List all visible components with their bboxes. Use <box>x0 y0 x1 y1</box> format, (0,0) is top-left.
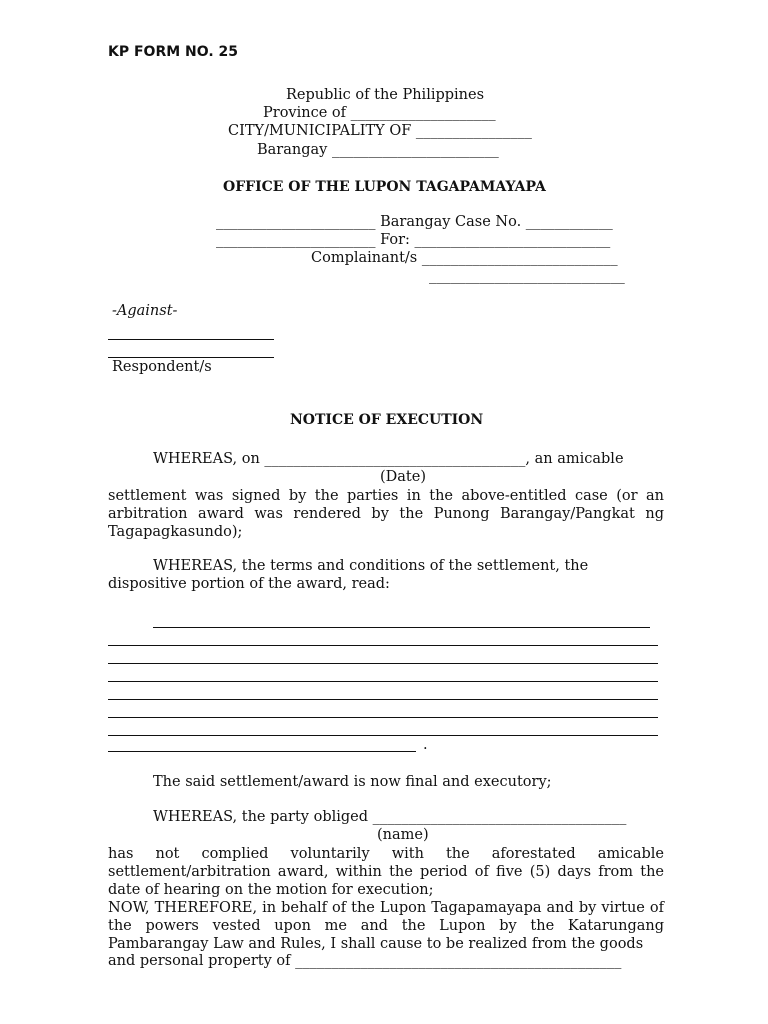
header-barangay: Barangay _______________________ <box>257 142 499 158</box>
complainant-line: Complainant/s ___________________________ <box>311 250 618 266</box>
para1-line: WHEREAS, on ____________________________________, an amicable <box>153 451 624 467</box>
para4-rest: has not complied voluntarily with the aforestated amicable settlement/arbitration award, within the period of five (5) days from the date of hearing on the motion for execution; <box>108 846 664 898</box>
para4-line: WHEREAS, the party obliged ___________________________________ <box>153 809 627 825</box>
respondent-blank-1 <box>108 339 274 340</box>
award-blank-8 <box>108 751 416 752</box>
complainant-blank-line: ___________________________ <box>429 268 625 284</box>
respondent-blank-2 <box>108 357 274 358</box>
para2-line2: dispositive portion of the award, read: <box>108 576 390 592</box>
header-province: Province of ____________________ <box>263 105 496 121</box>
case-for-line: ______________________ For: ___________________________ <box>216 232 611 248</box>
award-blank-7 <box>108 735 658 736</box>
office-title: OFFICE OF THE LUPON TAGAPAMAYAPA <box>223 179 546 195</box>
award-blank-5 <box>108 699 658 700</box>
award-blank-2 <box>108 645 658 646</box>
header-republic: Republic of the Philippines <box>286 87 485 103</box>
award-blank-4 <box>108 681 658 682</box>
para5-last-line: and personal property of _____________________________________________ <box>108 953 622 969</box>
case-number-line: ______________________ Barangay Case No. ____________ <box>216 214 613 230</box>
award-end-period: . <box>423 737 428 753</box>
date-caption: (Date) <box>380 469 426 485</box>
para2-line1: WHEREAS, the terms and conditions of the settlement, the <box>153 558 589 574</box>
para3: The said settlement/award is now final and executory; <box>153 774 552 790</box>
form-number: KP FORM NO. 25 <box>108 44 239 60</box>
award-blank-3 <box>108 663 658 664</box>
award-blank-1 <box>153 627 650 628</box>
respondent-label: Respondent/s <box>112 359 212 375</box>
against-label: -Against- <box>112 303 178 319</box>
para1-rest: settlement was signed by the parties in the above-entitled case (or an arbitration award was rendered by the Punong Barangay/Pangkat ng Tagapagkasundo); <box>108 488 664 540</box>
para5-text: NOW, THEREFORE, in behalf of the Lupon Tagapamayapa and by virtue of the powers vested upon me and the Lupon by the Katarungang Pambarangay Law and Rules, I shall cause to be realized from the goods <box>108 900 664 952</box>
notice-title: NOTICE OF EXECUTION <box>290 412 484 428</box>
name-caption: (name) <box>377 827 429 843</box>
header-city: CITY/MUNICIPALITY OF ________________ <box>228 123 532 139</box>
award-blank-6 <box>108 717 658 718</box>
